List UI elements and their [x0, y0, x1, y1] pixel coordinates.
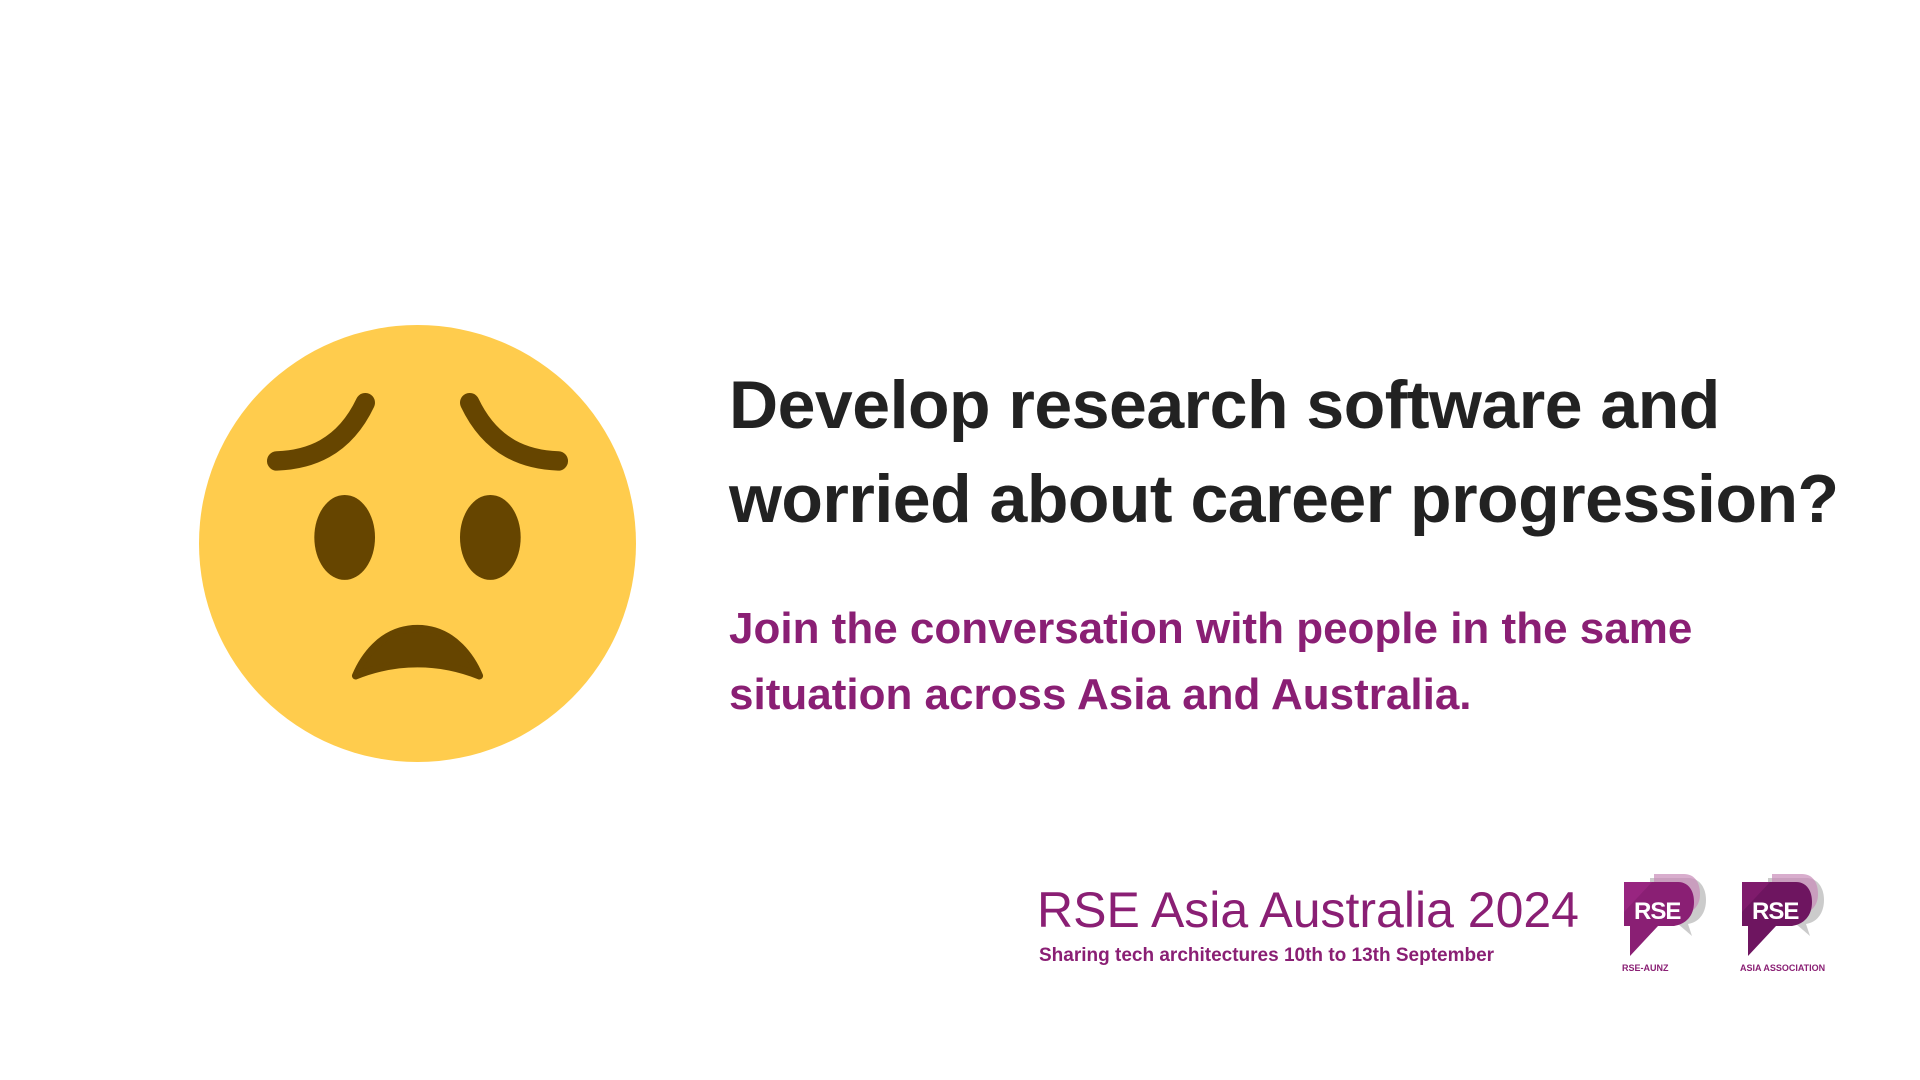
event-title: RSE Asia Australia 2024 [1037, 882, 1579, 938]
rse-aunz-logo-caption: RSE-AUNZ [1622, 963, 1669, 973]
headline [729, 358, 1849, 546]
rse-aunz-logo-word: RSE [1634, 898, 1681, 925]
headline-line-1: Develop research software and [729, 367, 1720, 443]
subheadline [729, 596, 1849, 728]
subheadline-line-1: Join the conversation with people in the same [729, 604, 1693, 653]
anxious-face-icon [199, 325, 636, 762]
headline-line-2: worried about career progression? [729, 461, 1839, 537]
event-subtitle: Sharing tech architectures 10th to 13th September [1039, 945, 1495, 966]
rse-aunz-logo [1622, 872, 1712, 978]
rse-asia-logo [1740, 872, 1830, 978]
rse-asia-logo-word: RSE [1752, 898, 1799, 925]
rse-asia-logo-caption: ASIA ASSOCIATION [1740, 963, 1826, 973]
subheadline-line-2: situation across Asia and Australia. [729, 670, 1472, 719]
